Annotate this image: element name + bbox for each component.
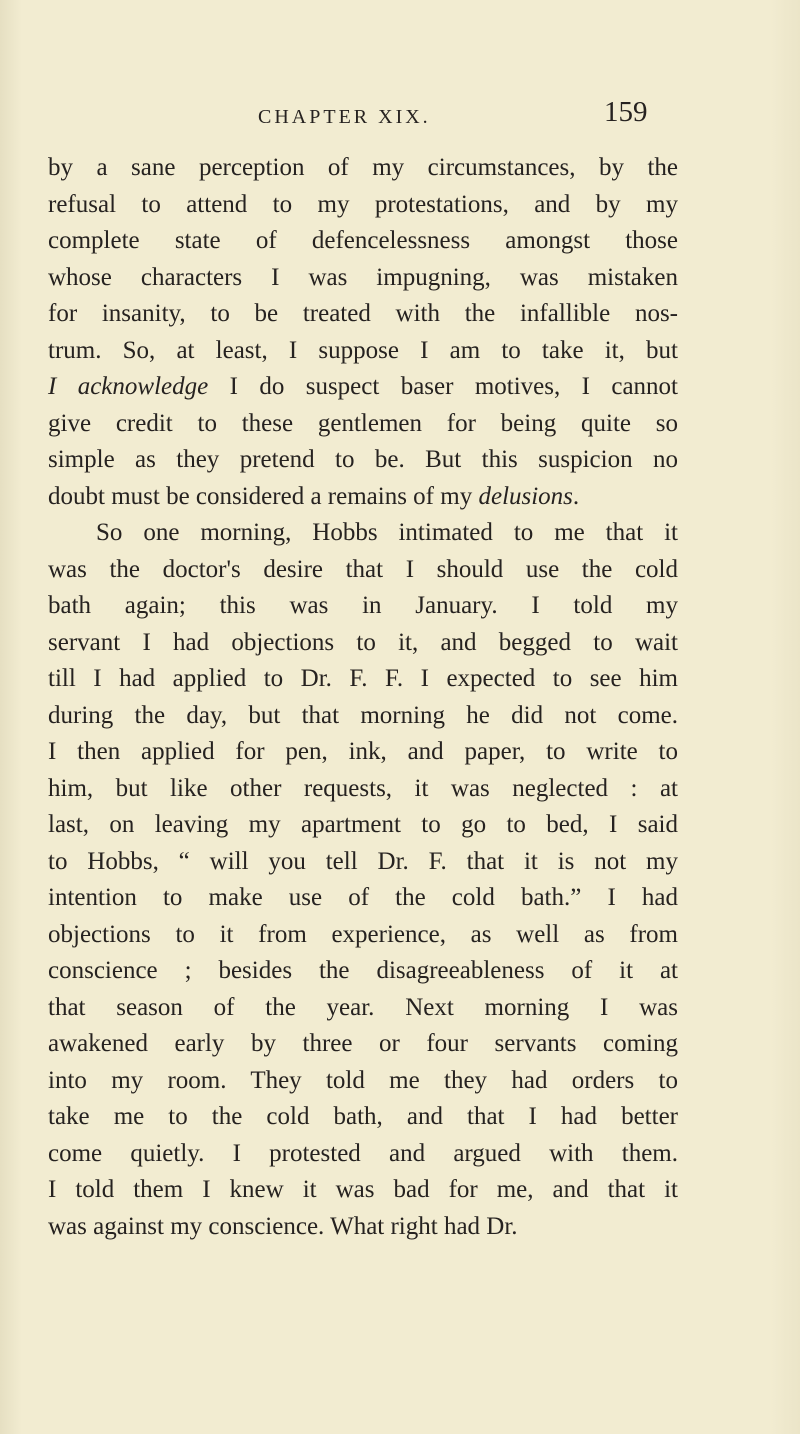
- text-line: bath again; this was in January. I told my: [48, 592, 678, 619]
- text-line: to Hobbs, “ will you tell Dr. F. that it is not my: [48, 847, 678, 875]
- text-line: So one morning, Hobbs intimated to me that it: [96, 519, 678, 546]
- text-line: last, on leaving my apartment to go to bed, I said: [48, 811, 678, 838]
- text-line: [48, 369, 678, 406]
- text-line: conscience ; besides the disagreeableness of it at: [48, 957, 678, 984]
- text-line: give credit to these gentlemen for being quite so: [48, 409, 678, 437]
- text-line: into my room. They told me they had orders to: [48, 1066, 678, 1094]
- text-line: till I had applied to Dr. F. F. I expected to see him: [48, 665, 678, 692]
- text-line: awakened early by three or four servants coming: [48, 1030, 678, 1057]
- text-line: was the doctor's desire that I should use the cold: [48, 555, 678, 583]
- text-line: take me to the cold bath, and that I had better: [48, 1103, 678, 1130]
- text-line: by a sane perception of my circumstances, by the: [48, 154, 678, 181]
- text-line: simple as they pretend to be. But this suspicion no: [48, 446, 678, 473]
- text-line: during the day, but that morning he did not come.: [48, 701, 678, 729]
- text-fragment: .: [572, 482, 580, 510]
- text-line: trum. So, at least, I suppose I am to take it, but: [48, 336, 678, 364]
- text-fragment: I do suspect baser motives, I cannot: [208, 373, 678, 400]
- italic-phrase: I acknowledge: [48, 373, 209, 400]
- text-line: [48, 479, 678, 516]
- text-line: for insanity, to be treated with the infallible nos-: [48, 300, 678, 327]
- text-line: servant I had objections to it, and begged to wait: [48, 628, 678, 656]
- text-line: him, but like other requests, it was neglected : at: [48, 774, 678, 802]
- italic-phrase: delusions: [478, 482, 573, 510]
- text-line: I then applied for pen, ink, and paper, to write to: [48, 738, 678, 765]
- text-line: whose characters I was impugning, was mistaken: [48, 263, 678, 291]
- running-head: [0, 96, 800, 136]
- text-line: that season of the year. Next morning I was: [48, 993, 678, 1021]
- text-line: was against my conscience. What right had Dr.: [48, 1212, 518, 1240]
- chapter-heading: CHAPTER XIX.: [258, 106, 431, 128]
- text-line: intention to make use of the cold bath.” I had: [48, 884, 678, 911]
- body-text: [48, 150, 678, 1245]
- text-fragment: doubt must be considered a remains of my: [48, 482, 479, 510]
- text-line: I told them I knew it was bad for me, and that it: [48, 1176, 678, 1203]
- text-line: objections to it from experience, as well as from: [48, 920, 678, 948]
- text-line: come quietly. I protested and argued with them.: [48, 1139, 678, 1167]
- page-number: 159: [604, 96, 648, 128]
- text-line: complete state of defencelessness amongst those: [48, 227, 678, 254]
- text-line: refusal to attend to my protestations, and by my: [48, 190, 678, 218]
